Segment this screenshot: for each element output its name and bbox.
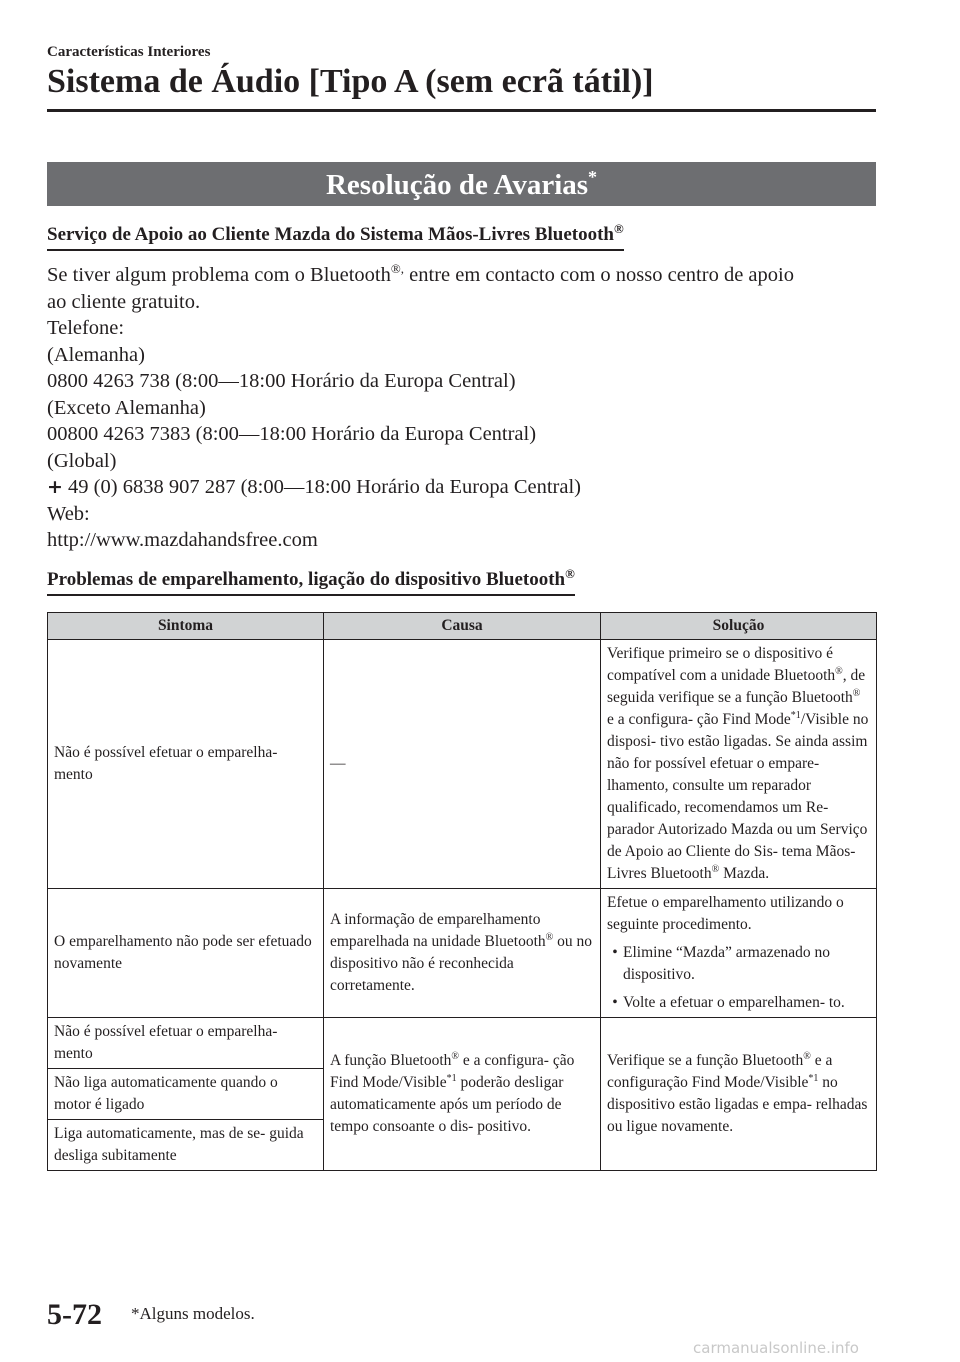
- table-header-row: [48, 613, 877, 640]
- footnote: *Alguns modelos.: [131, 1304, 255, 1323]
- troubleshooting-table: [47, 612, 877, 1171]
- watermark: carmanualsonline.info: [693, 1339, 859, 1357]
- table-row: [48, 889, 877, 1018]
- web-url[interactable]: http://www.mazdahandsfree.com: [47, 529, 318, 551]
- global-number-line: [47, 474, 877, 501]
- plus-icon: +: [47, 476, 63, 498]
- intro-line-2: ao cliente gratuito.: [47, 290, 201, 313]
- registered-mark: ®,: [390, 261, 405, 276]
- registered-mark: ®: [565, 566, 575, 581]
- title-divider: [47, 109, 876, 112]
- table-row: [48, 640, 877, 889]
- cause-cell: A função Bluetooth® e a configura- ção Find Mode/Visible$^{*1}$ poderão desligar automaticamente após um período de tempo consoante o dis- positivo.: [324, 1018, 601, 1171]
- list-item: • Volte a efetuar o emparelhamen- to.: [607, 992, 870, 1014]
- pairing-heading: [47, 566, 575, 596]
- page-number: 5-72: [47, 1298, 102, 1331]
- except-germany-number: 00800 4263 7383 (8:00―18:00 Horário da Europa Central): [47, 423, 537, 445]
- header-solution: Solução: [601, 613, 877, 640]
- table-row: [48, 1018, 877, 1069]
- solution-cell: Verifique se a função Bluetooth® e a configuração Find Mode/Visible$^{*1}$ no dispositivo estão ligadas e empa- relhadas ou ligue novamente.: [601, 1018, 877, 1171]
- symptom-cell: Não é possível efetuar o emparelha- mento: [48, 640, 324, 889]
- pairing-heading-text: Problemas de emparelhamento, ligação do dispositivo Bluetooth: [47, 569, 566, 590]
- section-banner: [47, 162, 876, 206]
- solution-cell: Verifique primeiro se o dispositivo é compatível com a unidade Bluetooth®, de seguida verifique se a função Bluetooth® e a configura- ção Find Mode$^{*1}$/Visible no disposi- tivo estão ligadas. Se ainda assim não for possível efetuar o empare- lhamento, consulte um reparador qualificado, recomendamos um Re- parador Autorizado Mazda ou um Serviço de Apoio ao Cliente do Sis- tema Mãos-Livres Bluetooth® Mazda.: [601, 640, 877, 889]
- registered-mark: ®: [613, 221, 624, 236]
- banner-asterisk: *: [588, 167, 598, 187]
- header-cause: Causa: [324, 613, 601, 640]
- bullet-icon: •: [612, 994, 618, 1011]
- cause-cell: ―: [324, 640, 601, 889]
- page-title: Sistema de Áudio [Tipo A (sem ecrã tátil)]: [47, 63, 654, 100]
- global-number: 49 (0) 6838 907 287 (8:00―18:00 Horário da Europa Central): [62, 476, 582, 498]
- bullet-icon: •: [612, 944, 618, 961]
- intro-line-1: Se tiver algum problema com o Bluetooth®, entre em contacto com o nosso centro de apoio: [47, 261, 794, 286]
- except-germany-label: (Exceto Alemanha): [47, 396, 206, 419]
- support-contact-text: [47, 262, 877, 554]
- global-label: (Global): [47, 449, 117, 472]
- symptom-cell: Liga automaticamente, mas de se- guida desliga subitamente: [48, 1120, 324, 1171]
- header-symptom: Sintoma: [48, 613, 324, 640]
- symptom-cell: O emparelhamento não pode ser efetuado novamente: [48, 889, 324, 1018]
- symptom-cell: Não liga automaticamente quando o motor é ligado: [48, 1069, 324, 1120]
- list-item: • Elimine “Mazda” armazenado no dispositivo.: [607, 942, 870, 986]
- germany-label: (Alemanha): [47, 343, 145, 366]
- solution-cell: Efetue o emparelhamento utilizando o seguinte procedimento. • Elimine “Mazda” armazenado no dispositivo. • Volte a efetuar o emparelhamen- to.: [601, 889, 877, 1018]
- breadcrumb: Características Interiores: [47, 44, 211, 60]
- banner-title: Resolução de Avarias: [325, 169, 589, 201]
- support-heading-text: Serviço de Apoio ao Cliente Mazda do Sistema Mãos-Livres Bluetooth: [47, 224, 614, 245]
- symptom-cell: Não é possível efetuar o emparelha- mento: [48, 1018, 324, 1069]
- web-label: Web:: [47, 502, 90, 525]
- cause-cell: A informação de emparelhamento emparelhada na unidade Bluetooth® ou no dispositivo não é reconhecida corretamente.: [324, 889, 601, 1018]
- support-heading: [47, 221, 624, 251]
- germany-number: 0800 4263 738 (8:00―18:00 Horário da Europa Central): [47, 370, 516, 392]
- phone-label: Telefone:: [47, 317, 125, 339]
